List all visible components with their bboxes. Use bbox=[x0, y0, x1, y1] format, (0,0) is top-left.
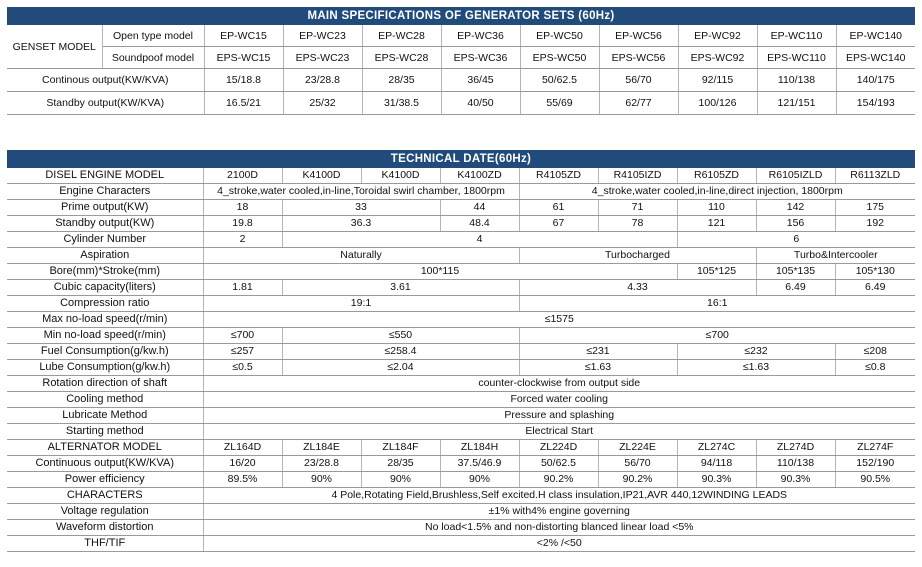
open-model-cell: EP-WC15 bbox=[204, 25, 283, 47]
sound-model-cell: EPS-WC50 bbox=[520, 47, 599, 69]
sound-model-cell: EPS-WC15 bbox=[204, 47, 283, 69]
alternator-model-cell: ZL184E bbox=[282, 440, 361, 456]
standby-output-cell: 154/193 bbox=[836, 92, 915, 115]
fuel-consumption-cell: ≤231 bbox=[519, 344, 677, 360]
open-model-cell: EP-WC23 bbox=[283, 25, 362, 47]
sound-model-cell: EPS-WC140 bbox=[836, 47, 915, 69]
standby-output-cell: 16.5/21 bbox=[204, 92, 283, 115]
aspiration-cell: Naturally bbox=[203, 248, 519, 264]
lube-consumption-cell: ≤1.63 bbox=[677, 360, 835, 376]
lubricate-cell: Pressure and splashing bbox=[203, 408, 915, 424]
thf-row bbox=[7, 536, 915, 552]
alternator-model-cell: ZL184F bbox=[361, 440, 440, 456]
engine-characters-cell: 4_stroke,water cooled,in-line,direct injection, 1800rpm bbox=[519, 184, 915, 200]
cylinder-cell: 6 bbox=[677, 232, 915, 248]
standby-output-cell: 25/32 bbox=[283, 92, 362, 115]
min-speed-cell: ≤700 bbox=[203, 328, 282, 344]
alternator-output-cell: 152/190 bbox=[835, 456, 915, 472]
lube-consumption-cell: ≤1.63 bbox=[519, 360, 677, 376]
efficiency-cell: 90% bbox=[282, 472, 361, 488]
standby-output-cell: 31/38.5 bbox=[362, 92, 441, 115]
open-model-cell: EP-WC50 bbox=[520, 25, 599, 47]
prime-output-cell: 61 bbox=[519, 200, 598, 216]
technical-data-table bbox=[7, 168, 915, 552]
prime-output-label: Prime output(KW) bbox=[7, 200, 203, 216]
standby-kw-cell: 36.3 bbox=[282, 216, 440, 232]
alternator-model-label: ALTERNATOR MODEL bbox=[7, 440, 203, 456]
continuous-output-cell: 23/28.8 bbox=[283, 69, 362, 92]
engine-model-label: DISEL ENGINE MODEL bbox=[7, 168, 203, 184]
continuous-output-cell: 140/175 bbox=[836, 69, 915, 92]
standby-kw-label: Standby output(KW) bbox=[7, 216, 203, 232]
bore-stroke-cell: 105*130 bbox=[835, 264, 915, 280]
compression-cell: 16:1 bbox=[519, 296, 915, 312]
engine-model-cell: R6105IZLD bbox=[756, 168, 835, 184]
efficiency-cell: 90.2% bbox=[598, 472, 677, 488]
cubic-capacity-cell: 6.49 bbox=[835, 280, 915, 296]
engine-characters-cell: 4_stroke,water cooled,in-line,Toroidal swirl chamber, 1800rpm bbox=[203, 184, 519, 200]
prime-output-cell: 33 bbox=[282, 200, 440, 216]
lube-consumption-cell: ≤2.04 bbox=[282, 360, 519, 376]
thf-label: THF/TIF bbox=[7, 536, 203, 552]
max-speed-label: Max no-load speed(r/min) bbox=[7, 312, 203, 328]
efficiency-cell: 90% bbox=[440, 472, 519, 488]
min-speed-row bbox=[7, 328, 915, 344]
engine-model-cell: R4105ZD bbox=[519, 168, 598, 184]
bore-stroke-cell: 105*125 bbox=[677, 264, 756, 280]
aspiration-cell: Turbocharged bbox=[519, 248, 756, 264]
alternator-characters-cell: 4 Pole,Rotating Field,Brushless,Self excited.H class insulation,IP21,AVR 440,12WINDING LEADS bbox=[203, 488, 915, 504]
lube-consumption-cell: ≤0.8 bbox=[835, 360, 915, 376]
open-model-cell: EP-WC110 bbox=[757, 25, 836, 47]
min-speed-cell: ≤700 bbox=[519, 328, 915, 344]
fuel-consumption-label: Fuel Consumption(g/kw.h) bbox=[7, 344, 203, 360]
aspiration-label: Aspiration bbox=[7, 248, 203, 264]
open-model-cell: EP-WC28 bbox=[362, 25, 441, 47]
alternator-output-row bbox=[7, 456, 915, 472]
lubricate-label: Lubricate Method bbox=[7, 408, 203, 424]
fuel-consumption-cell: ≤208 bbox=[835, 344, 915, 360]
prime-output-cell: 18 bbox=[203, 200, 282, 216]
fuel-consumption-cell: ≤257 bbox=[203, 344, 282, 360]
sound-model-row bbox=[7, 47, 915, 69]
engine-model-cell: K4100ZD bbox=[440, 168, 519, 184]
bore-stroke-label: Bore(mm)*Stroke(mm) bbox=[7, 264, 203, 280]
cubic-capacity-cell: 1.81 bbox=[203, 280, 282, 296]
bore-stroke-row bbox=[7, 264, 915, 280]
max-speed-cell: ≤1575 bbox=[203, 312, 915, 328]
alternator-output-cell: 110/138 bbox=[756, 456, 835, 472]
min-speed-label: Min no-load speed(r/min) bbox=[7, 328, 203, 344]
max-speed-row bbox=[7, 312, 915, 328]
lube-consumption-row bbox=[7, 360, 915, 376]
standby-output-row bbox=[7, 92, 915, 115]
lubricate-row bbox=[7, 408, 915, 424]
voltage-label: Voltage regulation bbox=[7, 504, 203, 520]
alternator-output-cell: 16/20 bbox=[203, 456, 282, 472]
open-model-cell: EP-WC36 bbox=[441, 25, 520, 47]
voltage-cell: ±1% with4% engine governing bbox=[203, 504, 915, 520]
alternator-output-cell: 94/118 bbox=[677, 456, 756, 472]
genset-model-label: GENSET MODEL bbox=[7, 25, 102, 69]
standby-output-cell: 62/77 bbox=[599, 92, 678, 115]
prime-output-cell: 71 bbox=[598, 200, 677, 216]
cylinder-cell: 4 bbox=[282, 232, 677, 248]
alternator-output-label: Continuous output(KW/KVA) bbox=[7, 456, 203, 472]
lube-consumption-label: Lube Consumption(g/kw.h) bbox=[7, 360, 203, 376]
rotation-row bbox=[7, 376, 915, 392]
rotation-label: Rotation direction of shaft bbox=[7, 376, 203, 392]
alternator-output-cell: 23/28.8 bbox=[282, 456, 361, 472]
efficiency-cell: 90.2% bbox=[519, 472, 598, 488]
cubic-capacity-cell: 4.33 bbox=[519, 280, 756, 296]
starting-label: Starting method bbox=[7, 424, 203, 440]
starting-row bbox=[7, 424, 915, 440]
efficiency-label: Power efficiency bbox=[7, 472, 203, 488]
engine-model-cell: K4100D bbox=[361, 168, 440, 184]
standby-output-cell: 40/50 bbox=[441, 92, 520, 115]
engine-characters-label: Engine Characters bbox=[7, 184, 203, 200]
cooling-row bbox=[7, 392, 915, 408]
main-spec-title: MAIN SPECIFICATIONS OF GENERATOR SETS (60Hz) bbox=[7, 7, 915, 25]
efficiency-cell: 90.3% bbox=[756, 472, 835, 488]
open-model-cell: EP-WC92 bbox=[678, 25, 757, 47]
cooling-cell: Forced water cooling bbox=[203, 392, 915, 408]
waveform-row bbox=[7, 520, 915, 536]
standby-kw-cell: 19.8 bbox=[203, 216, 282, 232]
standby-output-label: Standby output(KW/KVA) bbox=[7, 92, 204, 115]
open-type-label: Open type model bbox=[102, 25, 204, 47]
alternator-output-cell: 56/70 bbox=[598, 456, 677, 472]
standby-output-cell: 100/126 bbox=[678, 92, 757, 115]
engine-model-cell: R6105ZD bbox=[677, 168, 756, 184]
waveform-cell: No load<1.5% and non-distorting blanced linear load <5% bbox=[203, 520, 915, 536]
open-model-cell: EP-WC140 bbox=[836, 25, 915, 47]
continuous-output-cell: 92/115 bbox=[678, 69, 757, 92]
fuel-consumption-cell: ≤232 bbox=[677, 344, 835, 360]
open-model-row bbox=[7, 25, 915, 47]
soundproof-label: Soundpoof model bbox=[102, 47, 204, 69]
cylinder-label: Cylinder Number bbox=[7, 232, 203, 248]
main-spec-table bbox=[7, 25, 915, 115]
engine-model-cell: 2100D bbox=[203, 168, 282, 184]
bore-stroke-cell: 100*115 bbox=[203, 264, 677, 280]
alternator-characters-label: CHARACTERS bbox=[7, 488, 203, 504]
fuel-consumption-cell: ≤258.4 bbox=[282, 344, 519, 360]
compression-label: Compression ratio bbox=[7, 296, 203, 312]
alternator-model-cell: ZL224E bbox=[598, 440, 677, 456]
prime-output-cell: 44 bbox=[440, 200, 519, 216]
continuous-output-row bbox=[7, 69, 915, 92]
alternator-model-cell: ZL184H bbox=[440, 440, 519, 456]
prime-output-cell: 175 bbox=[835, 200, 915, 216]
alternator-model-cell: ZL274F bbox=[835, 440, 915, 456]
standby-kw-cell: 192 bbox=[835, 216, 915, 232]
open-model-cell: EP-WC56 bbox=[599, 25, 678, 47]
standby-kw-cell: 121 bbox=[677, 216, 756, 232]
cooling-label: Cooling method bbox=[7, 392, 203, 408]
efficiency-cell: 89.5% bbox=[203, 472, 282, 488]
alternator-output-cell: 50/62.5 bbox=[519, 456, 598, 472]
standby-kw-cell: 67 bbox=[519, 216, 598, 232]
efficiency-cell: 90% bbox=[361, 472, 440, 488]
min-speed-cell: ≤550 bbox=[282, 328, 519, 344]
cubic-capacity-cell: 6.49 bbox=[756, 280, 835, 296]
continuous-output-cell: 50/62.5 bbox=[520, 69, 599, 92]
sound-model-cell: EPS-WC36 bbox=[441, 47, 520, 69]
standby-output-cell: 55/69 bbox=[520, 92, 599, 115]
prime-output-row bbox=[7, 200, 915, 216]
efficiency-row bbox=[7, 472, 915, 488]
engine-model-cell: R6113ZLD bbox=[835, 168, 915, 184]
alternator-output-cell: 28/35 bbox=[361, 456, 440, 472]
engine-characters-row bbox=[7, 184, 915, 200]
bore-stroke-cell: 105*135 bbox=[756, 264, 835, 280]
standby-kw-row bbox=[7, 216, 915, 232]
alternator-model-cell: ZL274D bbox=[756, 440, 835, 456]
thf-cell: <2% /<50 bbox=[203, 536, 915, 552]
continuous-output-cell: 56/70 bbox=[599, 69, 678, 92]
sound-model-cell: EPS-WC56 bbox=[599, 47, 678, 69]
engine-model-cell: R4105IZD bbox=[598, 168, 677, 184]
efficiency-cell: 90.3% bbox=[677, 472, 756, 488]
starting-cell: Electrical Start bbox=[203, 424, 915, 440]
compression-row bbox=[7, 296, 915, 312]
cubic-capacity-row bbox=[7, 280, 915, 296]
fuel-consumption-row bbox=[7, 344, 915, 360]
compression-cell: 19:1 bbox=[203, 296, 519, 312]
cylinder-row bbox=[7, 232, 915, 248]
continuous-output-label: Continous output(KW/KVA) bbox=[7, 69, 204, 92]
alternator-model-cell: ZL274C bbox=[677, 440, 756, 456]
lube-consumption-cell: ≤0.5 bbox=[203, 360, 282, 376]
sound-model-cell: EPS-WC28 bbox=[362, 47, 441, 69]
efficiency-cell: 90.5% bbox=[835, 472, 915, 488]
cubic-capacity-cell: 3.61 bbox=[282, 280, 519, 296]
technical-data-title: TECHNICAL DATE(60Hz) bbox=[7, 150, 915, 168]
sound-model-cell: EPS-WC110 bbox=[757, 47, 836, 69]
cubic-capacity-label: Cubic capacity(liters) bbox=[7, 280, 203, 296]
engine-model-row bbox=[7, 168, 915, 184]
sound-model-cell: EPS-WC23 bbox=[283, 47, 362, 69]
standby-kw-cell: 78 bbox=[598, 216, 677, 232]
standby-kw-cell: 156 bbox=[756, 216, 835, 232]
voltage-row bbox=[7, 504, 915, 520]
aspiration-row bbox=[7, 248, 915, 264]
alternator-model-cell: ZL164D bbox=[203, 440, 282, 456]
continuous-output-cell: 110/138 bbox=[757, 69, 836, 92]
alternator-output-cell: 37.5/46.9 bbox=[440, 456, 519, 472]
aspiration-cell: Turbo&Intercooler bbox=[756, 248, 915, 264]
engine-model-cell: K4100D bbox=[282, 168, 361, 184]
rotation-cell: counter-clockwise from output side bbox=[203, 376, 915, 392]
prime-output-cell: 110 bbox=[677, 200, 756, 216]
continuous-output-cell: 28/35 bbox=[362, 69, 441, 92]
prime-output-cell: 142 bbox=[756, 200, 835, 216]
alternator-characters-row bbox=[7, 488, 915, 504]
sound-model-cell: EPS-WC92 bbox=[678, 47, 757, 69]
standby-kw-cell: 48.4 bbox=[440, 216, 519, 232]
continuous-output-cell: 36/45 bbox=[441, 69, 520, 92]
alternator-model-row bbox=[7, 440, 915, 456]
alternator-model-cell: ZL224D bbox=[519, 440, 598, 456]
continuous-output-cell: 15/18.8 bbox=[204, 69, 283, 92]
cylinder-cell: 2 bbox=[203, 232, 282, 248]
standby-output-cell: 121/151 bbox=[757, 92, 836, 115]
waveform-label: Waveform distortion bbox=[7, 520, 203, 536]
